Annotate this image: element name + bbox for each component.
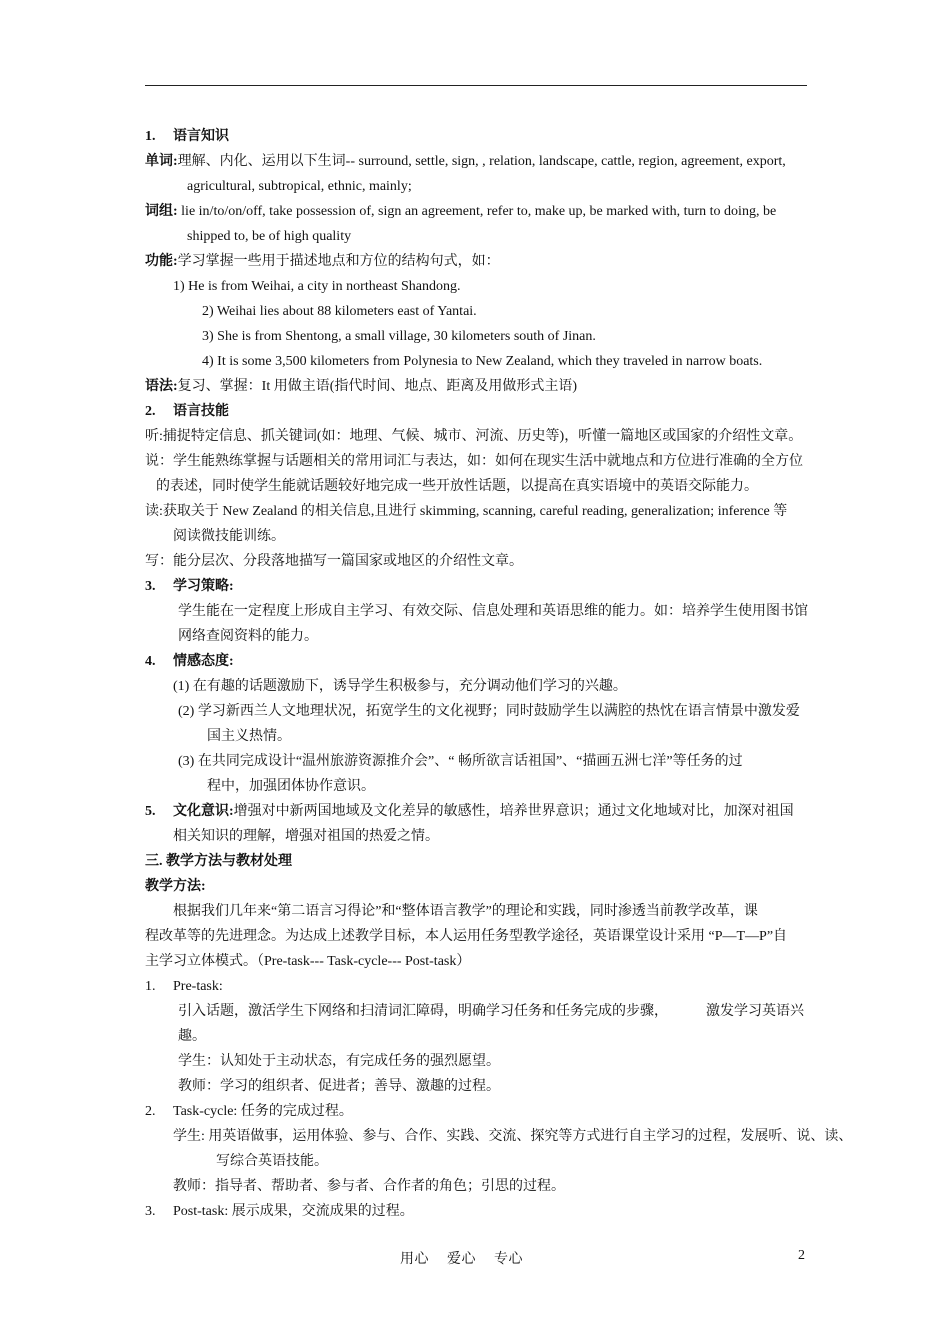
method-paragraph-line-3: 主学习立体模式。（Pre-task--- Task-cycle--- Post-task） bbox=[145, 954, 471, 969]
strategy-line: 学生能在一定程度上形成自主学习、有效交际、信息处理和英语思维的能力。如：培养学生使用图书馆 bbox=[178, 604, 808, 619]
writing-line: 写：能分层次、分段落地描写一篇国家或地区的介绍性文章。 bbox=[145, 554, 523, 569]
step-1-heading: 1. Pre-task: bbox=[145, 979, 223, 994]
section-5-heading: 5. 文化意识:增强对中新两国地域及文化差异的敏感性，培养世界意识；通过文化地域对比，加深对祖国 bbox=[145, 804, 794, 819]
example-4: 4) It is some 3,500 kilometers from Polynesia to New Zealand, which they traveled in narrow boats. bbox=[202, 354, 763, 369]
pre-task-teacher: 教师：学习的组织者、促进者；善导、激趣的过程。 bbox=[178, 1079, 500, 1094]
task-cycle-student: 学生: 用英语做事，运用体验、参与、合作、实践、交流、探究等方式进行自主学习的过程，发展听、说、读、 bbox=[173, 1129, 853, 1144]
speaking-line-cont: 的表述，同时使学生能就话题较好地完成一些开放性话题，以提高在真实语境中的英语交际能力。 bbox=[156, 479, 758, 494]
strategy-line-cont: 网络查阅资料的能力。 bbox=[178, 629, 318, 644]
phrase-line: 词组: lie in/to/on/off, take possession of, sign an agreement, refer to, make up, be marked with, turn to doing, be bbox=[145, 204, 777, 219]
section-2-heading: 2. 语言技能 bbox=[145, 404, 229, 419]
pre-task-student: 学生：认知处于主动状态，有完成任务的强烈愿望。 bbox=[178, 1054, 500, 1069]
attitude-item-2: (2) 学习新西兰人文地理状况，拓宽学生的文化视野；同时鼓励学生以满腔的热忱在语言情景中激发爱 bbox=[178, 704, 800, 719]
grammar-line: 语法:复习、掌握：It 用做主语(指代时间、地点、距离及用做形式主语) bbox=[145, 379, 578, 394]
step-3-heading: 3. Post-task: 展示成果，交流成果的过程。 bbox=[145, 1204, 414, 1219]
page-footer bbox=[0, 1248, 950, 1268]
section-1-heading: 1. 语言知识 bbox=[145, 129, 229, 144]
listening-line: 听:捕捉特定信息、抓关键词(如：地理、气候、城市、河流、历史等)，听懂一篇地区或国家的介绍性文章。 bbox=[145, 429, 803, 444]
pre-task-line: 引入话题，激活学生下网络和扫清词汇障碍，明确学习任务和任务完成的步骤， 激发学习英语兴 bbox=[178, 1004, 804, 1019]
reading-line-cont: 阅读微技能训练。 bbox=[173, 529, 285, 544]
method-paragraph-line-1: 根据我们几年来“第二语言习得论”和“整体语言教学”的理论和实践，同时渗透当前教学改革，课 bbox=[173, 904, 758, 919]
footer-word: 专心 bbox=[494, 1252, 523, 1267]
reading-line: 读:获取关于 New Zealand 的相关信息,且进行 skimming, scanning, careful reading, generalization; inference 等 bbox=[145, 504, 788, 519]
footer-motto bbox=[400, 1248, 541, 1268]
attitude-item-3: (3) 在共同完成设计“温州旅游资源推介会”、“ 畅所欲言话祖国”、“描画五洲七洋”等任务的过 bbox=[178, 754, 743, 769]
example-3: 3) She is from Shentong, a small village, 30 kilometers south of Jinan. bbox=[202, 329, 596, 344]
pre-task-line-cont: 趣。 bbox=[178, 1029, 206, 1044]
method-paragraph-line-2: 程改革等的先进理念。为达成上述教学目标，本人运用任务型教学途径，英语课堂设计采用 “P—T—P”自 bbox=[145, 929, 788, 944]
speaking-line: 说：学生能熟练掌握与话题相关的常用词汇与表达，如：如何在现实生活中就地点和方位进行准确的全方位 bbox=[145, 454, 803, 469]
step-2-heading: 2. Task-cycle: 任务的完成过程。 bbox=[145, 1104, 353, 1119]
vocab-line-cont: agricultural, subtropical, ethnic, mainly; bbox=[187, 179, 412, 194]
section-4-heading: 4. 情感态度: bbox=[145, 654, 234, 669]
culture-line-cont: 相关知识的理解，增强对祖国的热爱之情。 bbox=[173, 829, 439, 844]
vocab-line: 单词:理解、内化、运用以下生词-- surround, settle, sign, , relation, landscape, cattle, region, agreement, export, bbox=[145, 154, 786, 169]
function-line: 功能:学习掌握一些用于描述地点和方位的结构句式，如： bbox=[145, 254, 500, 269]
phrase-line-cont: shipped to, be of high quality bbox=[187, 229, 352, 244]
teaching-method-label: 教学方法: bbox=[145, 879, 206, 894]
attitude-item-2-cont: 国主义热情。 bbox=[207, 729, 291, 744]
attitude-item-3-cont: 程中，加强团体协作意识。 bbox=[207, 779, 375, 794]
header-rule bbox=[145, 85, 807, 86]
example-1: 1) He is from Weihai, a city in northeast Shandong. bbox=[173, 279, 461, 294]
section-3-heading: 3. 学习策略: bbox=[145, 579, 234, 594]
page-number: 2 bbox=[798, 1248, 805, 1263]
example-2: 2) Weihai lies about 88 kilometers east of Yantai. bbox=[202, 304, 477, 319]
footer-word: 用心 bbox=[400, 1252, 429, 1267]
task-cycle-student-cont: 写综合英语技能。 bbox=[216, 1154, 328, 1169]
task-cycle-teacher: 教师：指导者、帮助者、参与者、合作者的角色；引思的过程。 bbox=[173, 1179, 565, 1194]
attitude-item-1: (1) 在有趣的话题激励下，诱导学生积极参与，充分调动他们学习的兴趣。 bbox=[173, 679, 627, 694]
footer-word: 爱心 bbox=[447, 1252, 476, 1267]
document-body bbox=[145, 124, 853, 1224]
part-3-heading: 三. 教学方法与教材处理 bbox=[145, 854, 292, 869]
